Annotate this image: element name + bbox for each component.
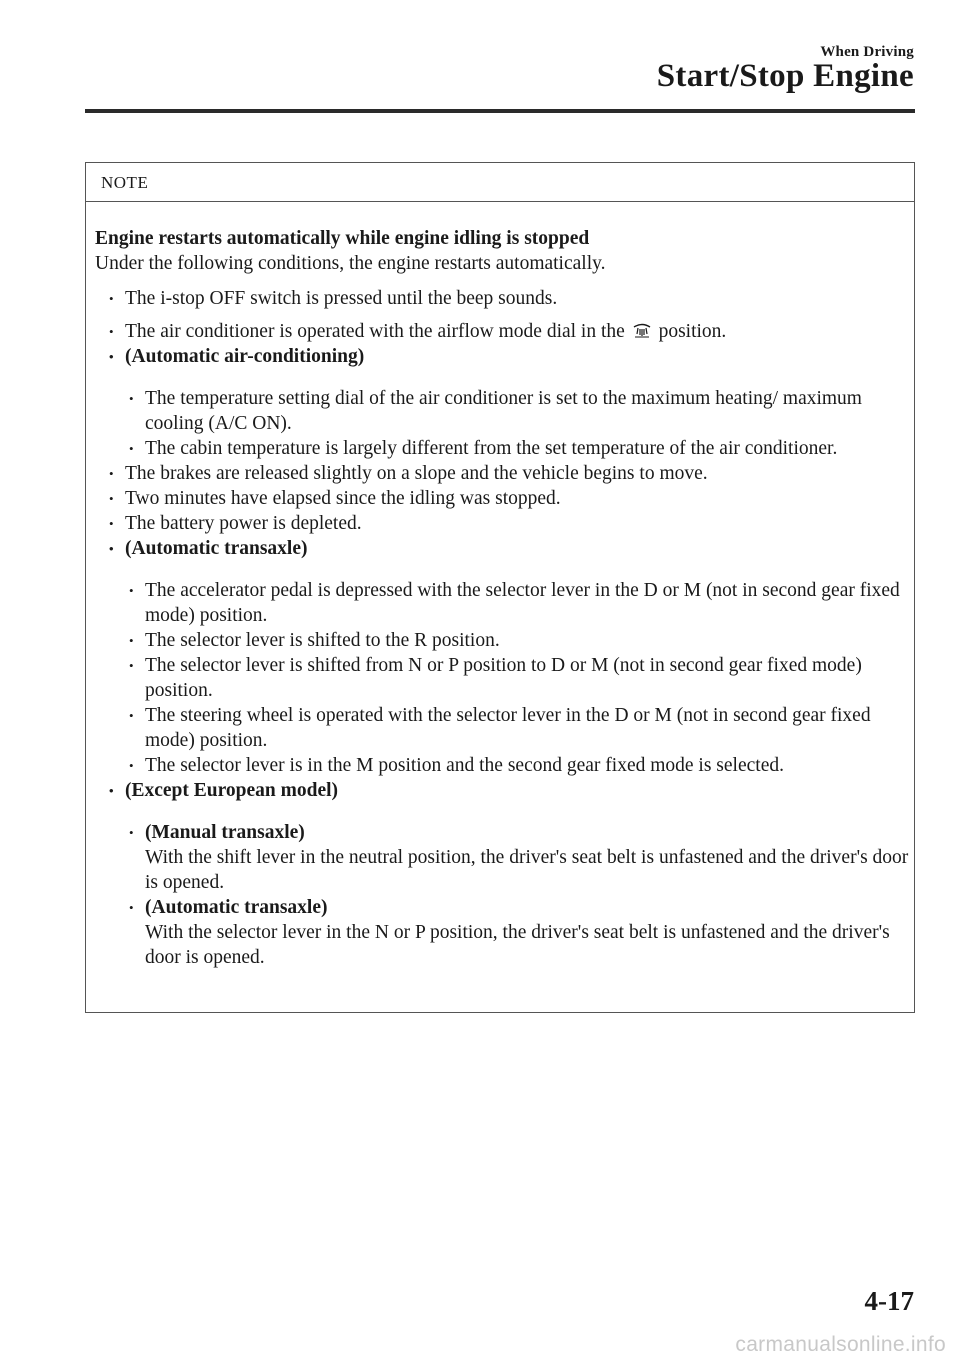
bullet: • — [109, 349, 114, 364]
list-item: • The i-stop OFF switch is pressed until the beep sounds. — [109, 288, 558, 309]
note-box — [85, 162, 915, 1013]
windshield-defroster-icon — [632, 321, 652, 339]
list-item: • The brakes are released slightly on a slope and the vehicle begins to move. — [109, 463, 708, 484]
list-item: • (Automatic transaxle) — [109, 538, 308, 559]
bullet: • — [109, 291, 114, 306]
bullet: • — [109, 491, 114, 506]
list-item: • Two minutes have elapsed since the idling was stopped. — [109, 488, 561, 509]
list-item: • The accelerator pedal is depressed with the selector lever in the D or M (not in second gear fixed mode) position. — [129, 580, 900, 626]
bullet: • — [129, 583, 134, 598]
note-label: NOTE — [86, 163, 914, 202]
section-label: When Driving — [820, 44, 914, 60]
note-intro: Under the following conditions, the engine restarts automatically. — [95, 253, 606, 274]
page-number: 4-17 — [864, 1286, 914, 1316]
bullet: • — [129, 708, 134, 723]
bullet: • — [109, 541, 114, 556]
list-item: • The cabin temperature is largely different from the set temperature of the air conditioner. — [129, 438, 838, 459]
bullet: • — [129, 658, 134, 673]
bullet: • — [109, 516, 114, 531]
bullet: • — [129, 758, 134, 773]
bullet: • — [129, 441, 134, 456]
bullet: • — [129, 391, 134, 406]
list-item: • The steering wheel is operated with the selector lever in the D or M (not in second gear fixed mode) position. — [129, 705, 871, 751]
list-item: • (Except European model) — [109, 780, 339, 801]
list-item: • The temperature setting dial of the air conditioner is set to the maximum heating/ maximum cooling (A/C ON). — [129, 388, 862, 434]
bullet: • — [129, 633, 134, 648]
header-rule — [85, 109, 915, 113]
list-item: • (Manual transaxle) With the shift lever in the neutral position, the driver's seat belt is unfastened and the driver's door is opened. — [129, 822, 909, 893]
list-item: • (Automatic transaxle) With the selector lever in the N or P position, the driver's seat belt is unfastened and the driver's door is opened. — [129, 897, 890, 968]
bullet: • — [109, 783, 114, 798]
note-body — [86, 202, 914, 970]
footer-watermark: carmanualsonline.info — [735, 1333, 946, 1356]
bullet: • — [109, 466, 114, 481]
bullet: • — [129, 900, 134, 915]
list-item: • The selector lever is in the M position and the second gear fixed mode is selected. — [129, 755, 784, 776]
note-heading: Engine restarts automatically while engine idling is stopped — [95, 228, 590, 249]
list-item: • The air conditioner is operated with the airflow mode dial in the position. — [109, 321, 727, 342]
list-item: • The battery power is depleted. — [109, 513, 362, 534]
bullet: • — [129, 825, 134, 840]
bullet: • — [109, 324, 114, 339]
list-item: • The selector lever is shifted to the R position. — [129, 630, 500, 651]
list-item: • The selector lever is shifted from N or P position to D or M (not in second gear fixed mode) position. — [129, 655, 862, 701]
list-item: • (Automatic air-conditioning) — [109, 346, 365, 367]
page-title: Start/Stop Engine — [656, 58, 914, 94]
